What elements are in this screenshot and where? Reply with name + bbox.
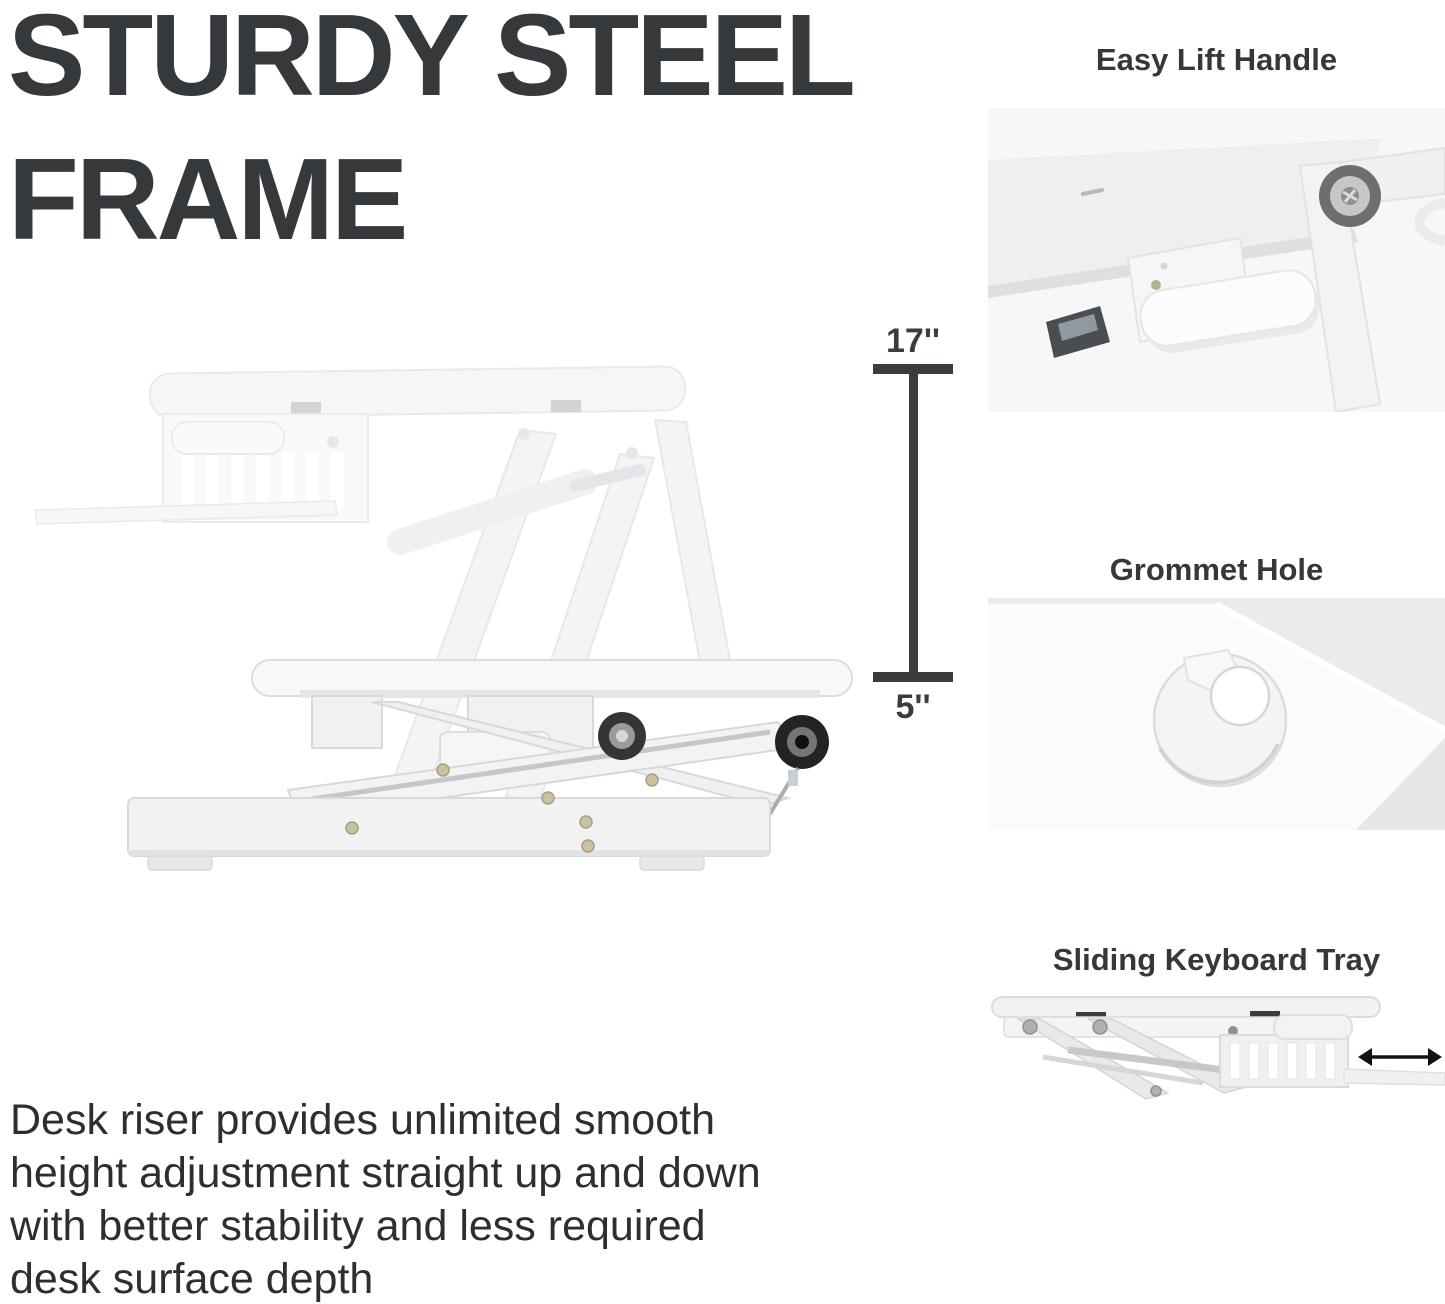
page-title-line2: FRAME [8,133,406,264]
hinge-disc [1319,165,1381,227]
roller-wheel-left [598,712,646,760]
measure-bar-top [873,364,953,374]
callout-title-grommet-hole: Grommet Hole [1109,552,1324,587]
description-line-3: with better stability and less required [10,1202,706,1250]
callout-photo-grommet-hole [988,598,1445,830]
desk-riser-lowered-solid [128,660,852,870]
lowered-height-label: 5'' [895,688,931,726]
product-description [10,1094,761,1304]
callout-title-easy-lift-handle: Easy Lift Handle [1095,42,1338,77]
page-title [8,0,853,272]
callout-title-sliding-keyboard-tray: Sliding Keyboard Tray [1052,942,1381,977]
height-measurement [858,322,968,726]
callout-photo-easy-lift-handle [988,108,1445,412]
description-line-2: height adjustment straight up and down [10,1149,761,1197]
measure-bar-bottom [873,672,953,682]
callout-photo-sliding-keyboard-tray [988,995,1445,1170]
roller-wheel-right [775,715,829,769]
description-line-4: desk surface depth [10,1255,374,1303]
page-title-line1: STURDY STEEL [8,0,853,120]
raised-height-label: 17'' [886,322,940,360]
main-product-photo [0,330,880,890]
measure-line-vertical [909,374,918,672]
description-line-1: Desk riser provides unlimited smooth [10,1096,715,1144]
